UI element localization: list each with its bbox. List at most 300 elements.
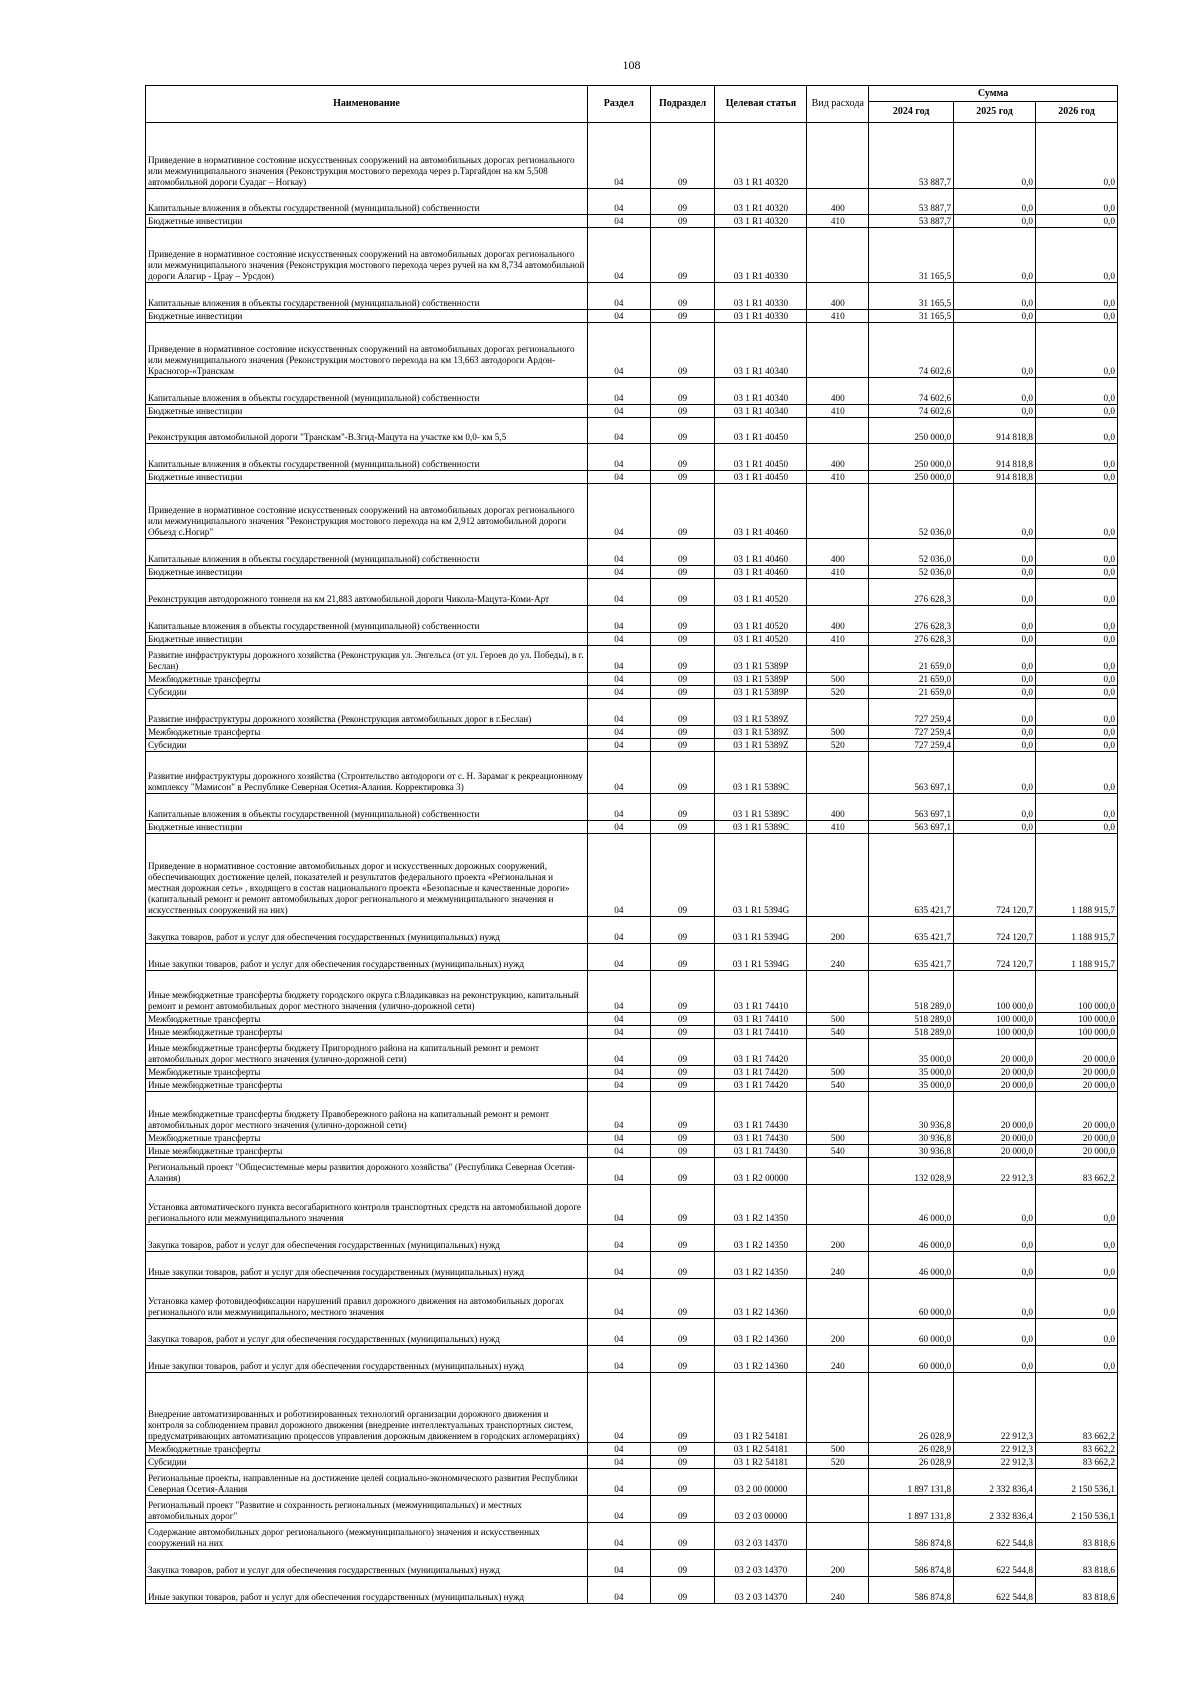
cell-subsection: 09: [650, 566, 715, 579]
cell-section: 04: [587, 310, 650, 323]
cell-target: 03 1 R1 5389C: [715, 794, 807, 821]
cell-kind: 410: [807, 310, 869, 323]
cell-2026: 100 000,0: [1036, 1013, 1118, 1026]
table-row: [146, 1279, 1118, 1319]
table-row: [146, 917, 1118, 944]
cell-2025: 0,0: [954, 228, 1036, 283]
cell-name: Капитальные вложения в объекты государственной (муниципальной) собственности: [146, 444, 588, 471]
cell-section: 04: [587, 1145, 650, 1158]
cell-2026: 0,0: [1036, 739, 1118, 752]
cell-2025: 20 000,0: [954, 1079, 1036, 1092]
cell-target: 03 1 R1 40460: [715, 484, 807, 539]
cell-subsection: 09: [650, 228, 715, 283]
cell-subsection: 09: [650, 1577, 715, 1604]
cell-name: Бюджетные инвестиции: [146, 310, 588, 323]
cell-name: Межбюджетные трансферты: [146, 1443, 588, 1456]
cell-2024: 26 028,9: [869, 1456, 954, 1469]
cell-2026: 0,0: [1036, 378, 1118, 405]
cell-2024: 586 874,8: [869, 1523, 954, 1550]
cell-2024: 53 887,7: [869, 123, 954, 189]
cell-section: 04: [587, 686, 650, 699]
cell-2025: 0,0: [954, 699, 1036, 726]
cell-name: Межбюджетные трансферты: [146, 673, 588, 686]
cell-name: Приведение в нормативное состояние автомобильных дорог и искусственных дорожных сооружений, обеспечивающих достижение целей, показателей и результатов федерального проекта «Региональная и местная дорожная сеть» , входящего в состав национального проекта «Безопасные и качественные дороги» (капитальный ремонт и ремонт автомобильных дорог регионального и межмуниципального значения и искусственных сооружений на них): [146, 834, 588, 917]
table-row: [146, 1092, 1118, 1132]
cell-2026: 0,0: [1036, 606, 1118, 633]
cell-subsection: 09: [650, 1469, 715, 1496]
cell-2026: 0,0: [1036, 484, 1118, 539]
cell-section: 04: [587, 752, 650, 794]
table-row: [146, 633, 1118, 646]
cell-target: 03 1 R1 40340: [715, 405, 807, 418]
cell-2026: 0,0: [1036, 123, 1118, 189]
cell-kind: [807, 699, 869, 726]
cell-2024: 563 697,1: [869, 752, 954, 794]
table-row: [146, 1066, 1118, 1079]
cell-2026: 2 150 536,1: [1036, 1496, 1118, 1523]
cell-kind: 200: [807, 1225, 869, 1252]
cell-section: 04: [587, 1185, 650, 1225]
cell-target: 03 2 00 00000: [715, 1469, 807, 1496]
cell-2026: 0,0: [1036, 228, 1118, 283]
table-row: [146, 1013, 1118, 1026]
cell-2026: 20 000,0: [1036, 1092, 1118, 1132]
cell-2025: 20 000,0: [954, 1145, 1036, 1158]
cell-subsection: 09: [650, 1225, 715, 1252]
table-row: [146, 228, 1118, 283]
cell-section: 04: [587, 673, 650, 686]
cell-2026: 1 188 915,7: [1036, 834, 1118, 917]
cell-2024: 635 421,7: [869, 917, 954, 944]
cell-kind: 410: [807, 633, 869, 646]
cell-2026: 0,0: [1036, 1319, 1118, 1346]
cell-subsection: 09: [650, 1066, 715, 1079]
table-row: [146, 1577, 1118, 1604]
cell-2024: 60 000,0: [869, 1279, 954, 1319]
cell-2026: 0,0: [1036, 633, 1118, 646]
cell-2024: 74 602,6: [869, 405, 954, 418]
cell-kind: 240: [807, 944, 869, 971]
table-row: [146, 794, 1118, 821]
cell-2025: 0,0: [954, 1185, 1036, 1225]
cell-2024: 276 628,3: [869, 606, 954, 633]
cell-section: 04: [587, 283, 650, 310]
table-row: [146, 539, 1118, 566]
table-row: [146, 1158, 1118, 1185]
cell-kind: 200: [807, 1550, 869, 1577]
cell-kind: [807, 646, 869, 673]
cell-subsection: 09: [650, 1252, 715, 1279]
cell-kind: [807, 834, 869, 917]
cell-2025: 0,0: [954, 1225, 1036, 1252]
cell-subsection: 09: [650, 539, 715, 566]
cell-name: Реконструкция автодорожного тоннеля на км 21,883 автомобильной дороги Чикола-Мацута-Коми-Арт: [146, 579, 588, 606]
cell-name: Иные межбюджетные трансферты бюджету Правобережного района на капитальный ремонт и ремонт автомобильных дорог местного значения (улично-дорожной сети): [146, 1092, 588, 1132]
cell-2026: 0,0: [1036, 1185, 1118, 1225]
cell-section: 04: [587, 418, 650, 444]
cell-2024: 21 659,0: [869, 673, 954, 686]
table-row: [146, 310, 1118, 323]
table-row: [146, 1079, 1118, 1092]
cell-subsection: 09: [650, 1079, 715, 1092]
cell-subsection: 09: [650, 1279, 715, 1319]
cell-name: Развитие инфраструктуры дорожного хозяйства (Реконструкция автомобильных дорог в г.Беслан): [146, 699, 588, 726]
cell-kind: 500: [807, 1132, 869, 1145]
cell-2024: 53 887,7: [869, 189, 954, 215]
cell-2026: 0,0: [1036, 405, 1118, 418]
cell-target: 03 2 03 14370: [715, 1523, 807, 1550]
cell-target: 03 1 R1 40460: [715, 566, 807, 579]
cell-kind: 540: [807, 1026, 869, 1039]
header-2024: 2024 год: [869, 102, 954, 123]
cell-name: Реконструкция автомобильной дороги "Транскам"-В.Згид-Мацута на участке км 0,0- км 5,5: [146, 418, 588, 444]
cell-target: 03 1 R1 5394G: [715, 944, 807, 971]
cell-2024: 563 697,1: [869, 794, 954, 821]
cell-2026: 0,0: [1036, 283, 1118, 310]
cell-2026: 83 662,2: [1036, 1373, 1118, 1443]
cell-subsection: 09: [650, 673, 715, 686]
cell-kind: [807, 1373, 869, 1443]
cell-2025: 20 000,0: [954, 1132, 1036, 1145]
cell-subsection: 09: [650, 971, 715, 1013]
cell-kind: 400: [807, 189, 869, 215]
cell-2025: 0,0: [954, 673, 1036, 686]
cell-subsection: 09: [650, 378, 715, 405]
cell-2024: 46 000,0: [869, 1252, 954, 1279]
cell-section: 04: [587, 1132, 650, 1145]
cell-kind: 500: [807, 1066, 869, 1079]
cell-subsection: 09: [650, 1039, 715, 1066]
cell-subsection: 09: [650, 1092, 715, 1132]
cell-name: Бюджетные инвестиции: [146, 471, 588, 484]
cell-subsection: 09: [650, 726, 715, 739]
cell-2025: 22 912,3: [954, 1443, 1036, 1456]
cell-target: 03 2 03 00000: [715, 1496, 807, 1523]
cell-2026: 1 188 915,7: [1036, 917, 1118, 944]
cell-2025: 0,0: [954, 1279, 1036, 1319]
cell-target: 03 1 R1 40450: [715, 471, 807, 484]
cell-kind: [807, 1039, 869, 1066]
table-row: [146, 1443, 1118, 1456]
cell-2025: 0,0: [954, 633, 1036, 646]
cell-subsection: 09: [650, 283, 715, 310]
cell-name: Развитие инфраструктуры дорожного хозяйства (Реконструкция ул. Энгельса (от ул. Героев до ул. Победы), в г. Беслан): [146, 646, 588, 673]
table-row: [146, 834, 1118, 917]
table-row: [146, 283, 1118, 310]
cell-2026: 83 818,6: [1036, 1523, 1118, 1550]
cell-name: Иные межбюджетные трансферты бюджету городского округа г.Владикавказ на реконструкцию, капитальный ремонт и ремонт автомобильных дорог местного значения (улично-дорожной сети): [146, 971, 588, 1013]
cell-2024: 53 887,7: [869, 215, 954, 228]
cell-kind: [807, 1158, 869, 1185]
table-row: [146, 1523, 1118, 1550]
cell-2026: 0,0: [1036, 215, 1118, 228]
cell-name: Бюджетные инвестиции: [146, 566, 588, 579]
cell-name: Бюджетные инвестиции: [146, 405, 588, 418]
cell-target: 03 1 R1 74410: [715, 971, 807, 1013]
cell-2024: 250 000,0: [869, 418, 954, 444]
cell-2025: 724 120,7: [954, 917, 1036, 944]
cell-target: 03 1 R1 74430: [715, 1145, 807, 1158]
cell-kind: 410: [807, 405, 869, 418]
cell-section: 04: [587, 834, 650, 917]
cell-2025: 914 818,8: [954, 418, 1036, 444]
cell-2026: 20 000,0: [1036, 1039, 1118, 1066]
cell-2025: 0,0: [954, 189, 1036, 215]
cell-2025: 22 912,3: [954, 1158, 1036, 1185]
cell-kind: 200: [807, 917, 869, 944]
cell-kind: [807, 1469, 869, 1496]
cell-target: 03 1 R1 5389P: [715, 686, 807, 699]
cell-2025: 0,0: [954, 323, 1036, 378]
cell-target: 03 1 R1 74410: [715, 1013, 807, 1026]
cell-name: Капитальные вложения в объекты государственной (муниципальной) собственности: [146, 606, 588, 633]
cell-2024: 250 000,0: [869, 471, 954, 484]
cell-name: Субсидии: [146, 686, 588, 699]
cell-section: 04: [587, 378, 650, 405]
cell-2024: 276 628,3: [869, 579, 954, 606]
cell-2024: 727 259,4: [869, 699, 954, 726]
table-row: [146, 1550, 1118, 1577]
cell-target: 03 1 R1 40340: [715, 323, 807, 378]
cell-2026: 20 000,0: [1036, 1079, 1118, 1092]
cell-name: Внедрение автоматизированных и роботизированных технологий организации дорожного движения и контроля за соблюдением правил дорожного движения (внедрение интеллектуальных транспортных систем, предусматривающих автоматизацию процессов управления дорожным движением в городских агломерациях): [146, 1373, 588, 1443]
cell-subsection: 09: [650, 1443, 715, 1456]
cell-section: 04: [587, 917, 650, 944]
cell-target: 03 1 R2 14360: [715, 1346, 807, 1373]
table-row: [146, 215, 1118, 228]
cell-2026: 0,0: [1036, 1252, 1118, 1279]
cell-target: 03 2 03 14370: [715, 1550, 807, 1577]
cell-kind: 410: [807, 215, 869, 228]
cell-2026: 0,0: [1036, 646, 1118, 673]
cell-target: 03 1 R1 40450: [715, 418, 807, 444]
cell-name: Региональные проекты, направленные на достижение целей социально-экономического развития Республики Северная Осетия-Алания: [146, 1469, 588, 1496]
cell-kind: [807, 579, 869, 606]
cell-subsection: 09: [650, 1456, 715, 1469]
cell-kind: [807, 1185, 869, 1225]
cell-subsection: 09: [650, 739, 715, 752]
budget-table: [145, 85, 1118, 1604]
cell-2025: 2 332 836,4: [954, 1469, 1036, 1496]
header-target: Целевая статья: [715, 86, 807, 123]
cell-name: Региональный проект "Общесистемные меры развития дорожного хозяйства" (Республика Северная Осетия-Алания): [146, 1158, 588, 1185]
cell-target: 03 1 R2 54181: [715, 1443, 807, 1456]
table-row: [146, 1145, 1118, 1158]
cell-kind: 540: [807, 1145, 869, 1158]
cell-subsection: 09: [650, 123, 715, 189]
cell-subsection: 09: [650, 1185, 715, 1225]
cell-kind: [807, 1279, 869, 1319]
cell-target: 03 1 R1 40520: [715, 633, 807, 646]
cell-2024: 1 897 131,8: [869, 1469, 954, 1496]
cell-kind: [807, 123, 869, 189]
cell-2024: 132 028,9: [869, 1158, 954, 1185]
table-row: [146, 1496, 1118, 1523]
cell-2024: 26 028,9: [869, 1443, 954, 1456]
table-row: [146, 1346, 1118, 1373]
cell-2024: 30 936,8: [869, 1145, 954, 1158]
cell-2025: 0,0: [954, 484, 1036, 539]
cell-subsection: 09: [650, 484, 715, 539]
table-row: [146, 323, 1118, 378]
cell-section: 04: [587, 484, 650, 539]
cell-name: Установка автоматического пункта весогабаритного контроля транспортных средств на автомобильной дороге регионального или межмуниципального значения: [146, 1185, 588, 1225]
cell-2024: 31 165,5: [869, 228, 954, 283]
header-section: Раздел: [587, 86, 650, 123]
cell-2025: 0,0: [954, 1252, 1036, 1279]
cell-subsection: 09: [650, 418, 715, 444]
cell-section: 04: [587, 1158, 650, 1185]
cell-target: 03 1 R1 74420: [715, 1039, 807, 1066]
cell-section: 04: [587, 444, 650, 471]
cell-2025: 22 912,3: [954, 1456, 1036, 1469]
cell-subsection: 09: [650, 821, 715, 834]
cell-subsection: 09: [650, 699, 715, 726]
cell-subsection: 09: [650, 1013, 715, 1026]
cell-2026: 0,0: [1036, 323, 1118, 378]
table-row: [146, 739, 1118, 752]
cell-2024: 52 036,0: [869, 566, 954, 579]
cell-2025: 100 000,0: [954, 971, 1036, 1013]
cell-2025: 20 000,0: [954, 1039, 1036, 1066]
cell-kind: 400: [807, 606, 869, 633]
cell-section: 04: [587, 1013, 650, 1026]
header-kind: Вид расхода: [807, 86, 869, 123]
cell-kind: 410: [807, 821, 869, 834]
table-row: [146, 606, 1118, 633]
cell-target: 03 1 R2 54181: [715, 1373, 807, 1443]
cell-2026: 0,0: [1036, 444, 1118, 471]
cell-2025: 20 000,0: [954, 1092, 1036, 1132]
cell-subsection: 09: [650, 917, 715, 944]
cell-kind: 400: [807, 794, 869, 821]
cell-2024: 26 028,9: [869, 1373, 954, 1443]
cell-target: 03 1 R1 5389C: [715, 752, 807, 794]
cell-subsection: 09: [650, 834, 715, 917]
table-row: [146, 821, 1118, 834]
cell-section: 04: [587, 1039, 650, 1066]
cell-2025: 20 000,0: [954, 1066, 1036, 1079]
cell-2024: 52 036,0: [869, 484, 954, 539]
cell-2025: 622 544,8: [954, 1550, 1036, 1577]
cell-2024: 276 628,3: [869, 633, 954, 646]
cell-section: 04: [587, 1443, 650, 1456]
cell-target: 03 1 R2 14360: [715, 1279, 807, 1319]
cell-2026: 0,0: [1036, 1346, 1118, 1373]
cell-target: 03 1 R1 74430: [715, 1132, 807, 1145]
cell-name: Межбюджетные трансферты: [146, 1013, 588, 1026]
cell-name: Капитальные вложения в объекты государственной (муниципальной) собственности: [146, 283, 588, 310]
cell-2026: 83 818,6: [1036, 1550, 1118, 1577]
cell-section: 04: [587, 123, 650, 189]
cell-target: 03 1 R1 40320: [715, 189, 807, 215]
cell-2026: 0,0: [1036, 1279, 1118, 1319]
cell-kind: 400: [807, 378, 869, 405]
cell-subsection: 09: [650, 633, 715, 646]
table-row: [146, 471, 1118, 484]
cell-target: 03 1 R1 5394G: [715, 834, 807, 917]
header-subsection: Подраздел: [650, 86, 715, 123]
table-row: [146, 699, 1118, 726]
table-row: [146, 189, 1118, 215]
table-row: [146, 1225, 1118, 1252]
cell-subsection: 09: [650, 646, 715, 673]
cell-2024: 586 874,8: [869, 1577, 954, 1604]
cell-target: 03 1 R1 40320: [715, 123, 807, 189]
table-row: [146, 123, 1118, 189]
table-row: [146, 405, 1118, 418]
cell-2026: 83 662,2: [1036, 1456, 1118, 1469]
cell-section: 04: [587, 971, 650, 1013]
table-row: [146, 1252, 1118, 1279]
table-row: [146, 752, 1118, 794]
cell-target: 03 2 03 14370: [715, 1577, 807, 1604]
cell-name: Иные межбюджетные трансферты: [146, 1145, 588, 1158]
cell-2025: 0,0: [954, 739, 1036, 752]
cell-2026: 83 818,6: [1036, 1577, 1118, 1604]
cell-subsection: 09: [650, 444, 715, 471]
cell-2024: 21 659,0: [869, 686, 954, 699]
cell-2024: 635 421,7: [869, 834, 954, 917]
cell-2025: 0,0: [954, 283, 1036, 310]
cell-2024: 30 936,8: [869, 1092, 954, 1132]
cell-subsection: 09: [650, 310, 715, 323]
cell-2024: 35 000,0: [869, 1079, 954, 1092]
cell-2025: 0,0: [954, 646, 1036, 673]
cell-target: 03 1 R1 40330: [715, 283, 807, 310]
cell-kind: 410: [807, 471, 869, 484]
cell-section: 04: [587, 1373, 650, 1443]
cell-name: Капитальные вложения в объекты государственной (муниципальной) собственности: [146, 794, 588, 821]
cell-subsection: 09: [650, 1346, 715, 1373]
cell-2026: 0,0: [1036, 794, 1118, 821]
cell-section: 04: [587, 323, 650, 378]
cell-section: 04: [587, 1066, 650, 1079]
cell-2024: 21 659,0: [869, 646, 954, 673]
cell-target: 03 1 R1 40520: [715, 606, 807, 633]
table-row: [146, 1185, 1118, 1225]
cell-section: 04: [587, 1469, 650, 1496]
cell-2025: 0,0: [954, 1346, 1036, 1373]
cell-section: 04: [587, 405, 650, 418]
cell-name: Региональный проект "Развитие и сохранность региональных (межмуниципальных) и местных автомобильных дорог": [146, 1496, 588, 1523]
cell-name: Межбюджетные трансферты: [146, 726, 588, 739]
cell-2026: 0,0: [1036, 189, 1118, 215]
cell-2026: 0,0: [1036, 566, 1118, 579]
table-row: [146, 673, 1118, 686]
cell-name: Бюджетные инвестиции: [146, 215, 588, 228]
cell-2024: 31 165,5: [869, 310, 954, 323]
cell-kind: 200: [807, 1319, 869, 1346]
cell-2025: 22 912,3: [954, 1373, 1036, 1443]
cell-subsection: 09: [650, 794, 715, 821]
cell-kind: [807, 323, 869, 378]
cell-kind: 240: [807, 1577, 869, 1604]
cell-2024: 35 000,0: [869, 1066, 954, 1079]
cell-kind: [807, 1523, 869, 1550]
cell-section: 04: [587, 606, 650, 633]
cell-2026: 1 188 915,7: [1036, 944, 1118, 971]
cell-target: 03 1 R1 40330: [715, 310, 807, 323]
cell-2025: 100 000,0: [954, 1026, 1036, 1039]
cell-section: 04: [587, 1026, 650, 1039]
cell-2026: 83 662,2: [1036, 1443, 1118, 1456]
cell-2025: 0,0: [954, 579, 1036, 606]
cell-target: 03 1 R2 14350: [715, 1225, 807, 1252]
cell-target: 03 1 R2 14350: [715, 1185, 807, 1225]
cell-kind: [807, 228, 869, 283]
cell-2025: 0,0: [954, 794, 1036, 821]
